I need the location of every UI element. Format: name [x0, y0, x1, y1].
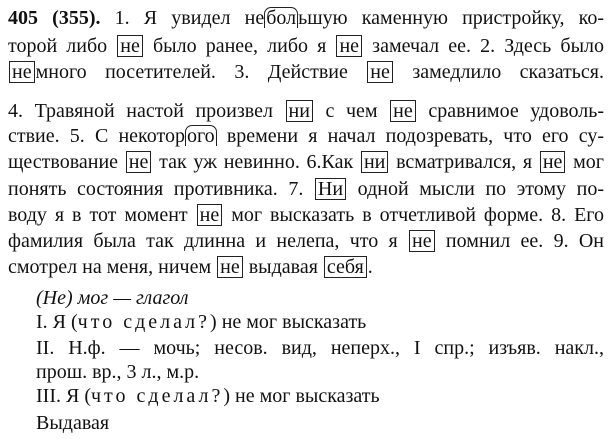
- particle-box: Ни: [315, 178, 346, 200]
- text-fragment: с чем: [313, 100, 390, 122]
- text-fragment: мог высказать в отчетливой форме. 8. Его: [223, 204, 604, 226]
- particle-box: не: [367, 61, 393, 83]
- text-fragment: ьшую каменную пристройку, ко-: [298, 7, 604, 29]
- analysis-step-3: [36, 384, 380, 408]
- p2-line-4: [8, 177, 604, 201]
- p2-line-7: [8, 255, 373, 279]
- text-fragment: торой либо: [8, 35, 117, 57]
- particle-box: ни: [286, 100, 313, 122]
- morpheme-root-mark: бол: [266, 7, 297, 29]
- particle-box: не: [217, 256, 243, 278]
- text-fragment: смотрел на меня, ничем: [8, 256, 217, 278]
- analysis-step-1: [36, 310, 366, 334]
- question-text: что сделал?: [90, 385, 224, 407]
- text-fragment: понять состояния противника. 7.: [8, 178, 314, 200]
- p2-line-3: [8, 150, 604, 174]
- text-fragment: замедлило сказаться.: [393, 61, 604, 83]
- text-fragment: ) не мог высказать: [210, 311, 367, 333]
- text-fragment: фамилия была так длинна и нелепа, что я: [8, 230, 408, 252]
- text-fragment: мог: [566, 151, 605, 173]
- particle-box: не: [540, 151, 566, 173]
- particle-box: не: [336, 35, 362, 57]
- text-fragment: I. Я (: [36, 311, 78, 333]
- text-fragment: помнил ее. 9. Он: [435, 230, 604, 252]
- text-fragment: III. Я (: [36, 385, 91, 407]
- dependent-word-box: себя: [324, 256, 367, 278]
- p1-line-3: [8, 60, 604, 84]
- text-fragment: времени я начал подозревать, что его су-: [216, 125, 604, 147]
- p1-line-1: [8, 6, 604, 30]
- analysis-step-2-line-1: II. Н.ф. — мочь; несов. вид, неперх., I спр.; изъяв. накл.,: [36, 337, 604, 359]
- text-fragment: выдавая: [243, 256, 323, 278]
- text-fragment: .: [367, 256, 373, 278]
- p2-line-5: [8, 203, 604, 227]
- text-fragment: ) не мог высказать: [223, 385, 380, 407]
- particle-box: не: [126, 151, 152, 173]
- particle-box: не: [117, 35, 143, 57]
- text-fragment: 4. Травяной настой произвел: [8, 100, 285, 122]
- p2-line-6: [8, 229, 604, 253]
- particle-box: не: [409, 230, 435, 252]
- text-fragment: воду я в тот момент: [8, 204, 196, 226]
- p1-line-2: [8, 34, 604, 58]
- particle-box: не: [197, 204, 223, 226]
- text-fragment: было ранее, либо я: [143, 35, 336, 57]
- prefix-box: не: [9, 61, 35, 83]
- morpheme-ending-mark: ого: [186, 125, 215, 147]
- text-fragment: сравнимое удоволь-: [416, 100, 605, 122]
- exercise-number: 405 (355).: [8, 7, 101, 29]
- text-fragment: замечал ее. 2. Здесь было: [363, 35, 604, 57]
- p2-line-2: [8, 124, 604, 148]
- text-fragment: ствие. 5. С некотор: [8, 125, 185, 147]
- analysis-step-2-line-2: прош. вр., 3 л., м.р.: [36, 361, 200, 383]
- p2-line-1: [8, 99, 604, 123]
- text-fragment: ществование: [8, 151, 125, 173]
- text-fragment: одной мысли по этому по-: [347, 178, 604, 200]
- question-text: что сделал?: [77, 311, 211, 333]
- particle-box: не: [390, 100, 416, 122]
- next-word-heading: Выдавая: [36, 412, 110, 434]
- particle-box: ни: [361, 151, 388, 173]
- text-fragment: много посетителей. 3. Действие: [35, 61, 367, 83]
- text-fragment: 1. Я увидел не: [100, 7, 265, 29]
- text-fragment: так уж невинно. 6.Как: [152, 151, 360, 173]
- text-fragment: всматривался, я: [389, 151, 539, 173]
- analysis-title: (Не) мог — глагол: [36, 287, 189, 309]
